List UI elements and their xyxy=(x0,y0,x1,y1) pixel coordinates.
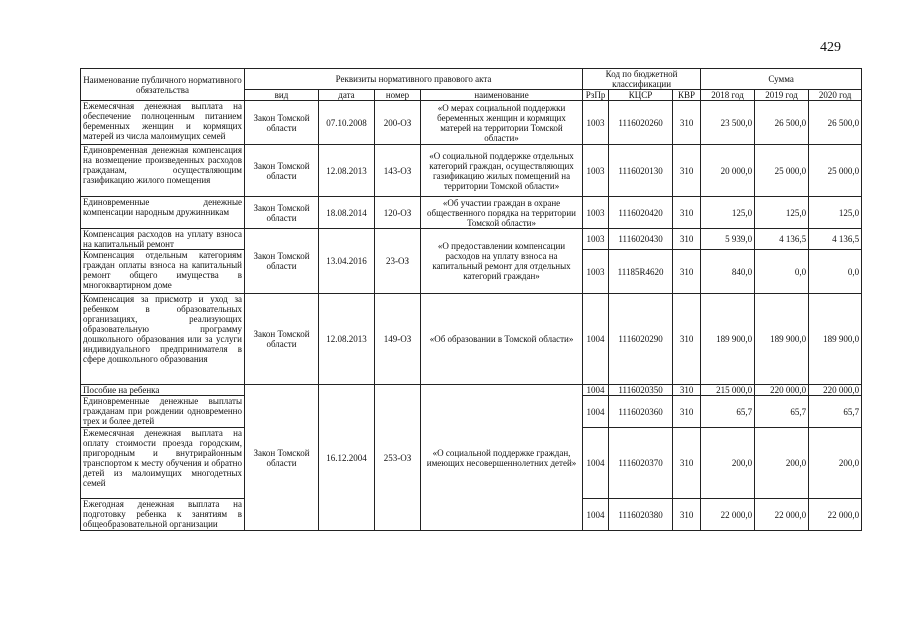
sum-2019: 125,0 xyxy=(755,197,809,229)
kcsr-code: 1116020360 xyxy=(609,396,673,428)
subheader-kcsr: КЦСР xyxy=(609,90,673,101)
act-title: «Об образовании в Томской области» xyxy=(421,294,583,385)
header-sum: Сумма xyxy=(701,69,862,90)
act-date: 13.04.2016 xyxy=(319,229,375,294)
kcsr-code: 1116020350 xyxy=(609,385,673,396)
kvr-code: 310 xyxy=(673,250,701,294)
sum-2020: 220 000,0 xyxy=(809,385,862,396)
sum-2018: 215 000,0 xyxy=(701,385,755,396)
kvr-code: 310 xyxy=(673,197,701,229)
obligation-name: Ежемесячная денежная выплата на обеспечение полноценным питанием беременных женщин и кормящих матерей из числа малоимущих семей xyxy=(81,101,245,145)
obligation-name: Компенсация расходов на уплату взноса на капитальный ремонт xyxy=(81,229,245,250)
header-code: Код по бюджетной классификации xyxy=(583,69,701,90)
sum-2019: 4 136,5 xyxy=(755,229,809,250)
sum-2020: 0,0 xyxy=(809,250,862,294)
kvr-code: 310 xyxy=(673,145,701,197)
sum-2020: 26 500,0 xyxy=(809,101,862,145)
kvr-code: 310 xyxy=(673,229,701,250)
header-name: Наименование публичного нормативного обязательства xyxy=(81,69,245,101)
sum-2018: 5 939,0 xyxy=(701,229,755,250)
subheader-2018: 2018 год xyxy=(701,90,755,101)
rzpr-code: 1004 xyxy=(583,294,609,385)
rzpr-code: 1004 xyxy=(583,499,609,531)
subheader-title: наименование xyxy=(421,90,583,101)
act-date: 16.12.2004 xyxy=(319,385,375,531)
sum-2018: 20 000,0 xyxy=(701,145,755,197)
sum-2019: 25 000,0 xyxy=(755,145,809,197)
obligations-table xyxy=(80,68,862,531)
sum-2019: 200,0 xyxy=(755,428,809,499)
act-number: 253-ОЗ xyxy=(375,385,421,531)
rzpr-code: 1004 xyxy=(583,396,609,428)
sum-2019: 220 000,0 xyxy=(755,385,809,396)
obligation-name: Ежемесячная денежная выплата на оплату стоимости проезда городским, пригородным и внутрирайонным транспортом к месту обучения и обратно детей из малоимущих многодетных семей xyxy=(81,428,245,499)
subheader-date: дата xyxy=(319,90,375,101)
kcsr-code: 1116020260 xyxy=(609,101,673,145)
act-type: Закон Томской области xyxy=(245,145,319,197)
act-number: 120-ОЗ xyxy=(375,197,421,229)
subheader-kvr: КВР xyxy=(673,90,701,101)
sum-2020: 200,0 xyxy=(809,428,862,499)
sum-2020: 4 136,5 xyxy=(809,229,862,250)
sum-2018: 22 000,0 xyxy=(701,499,755,531)
act-number: 200-ОЗ xyxy=(375,101,421,145)
act-title: «О мерах социальной поддержки беременных женщин и кормящих матерей на территории Томской области» xyxy=(421,101,583,145)
table-row xyxy=(81,145,862,197)
rzpr-code: 1003 xyxy=(583,145,609,197)
sum-2018: 125,0 xyxy=(701,197,755,229)
obligation-name: Пособие на ребенка xyxy=(81,385,245,396)
sum-2018: 23 500,0 xyxy=(701,101,755,145)
rzpr-code: 1003 xyxy=(583,229,609,250)
act-type: Закон Томской области xyxy=(245,229,319,294)
act-date: 18.08.2014 xyxy=(319,197,375,229)
subheader-number: номер xyxy=(375,90,421,101)
sum-2020: 25 000,0 xyxy=(809,145,862,197)
act-title: «О социальной поддержке отдельных категорий граждан, осуществляющих газификацию жилых помещений на территории Томской области» xyxy=(421,145,583,197)
act-date: 07.10.2008 xyxy=(319,101,375,145)
sum-2018: 840,0 xyxy=(701,250,755,294)
kcsr-code: 1116020430 xyxy=(609,229,673,250)
subheader-rzpr: РзПр xyxy=(583,90,609,101)
kcsr-code: 1116020370 xyxy=(609,428,673,499)
obligation-name: Единовременные денежные компенсации народным дружинникам xyxy=(81,197,245,229)
subheader-2020: 2020 год xyxy=(809,90,862,101)
rzpr-code: 1003 xyxy=(583,197,609,229)
sum-2019: 26 500,0 xyxy=(755,101,809,145)
act-title: «О социальной поддержке граждан, имеющих несовершеннолетних детей» xyxy=(421,385,583,531)
kvr-code: 310 xyxy=(673,294,701,385)
kvr-code: 310 xyxy=(673,499,701,531)
sum-2018: 200,0 xyxy=(701,428,755,499)
kcsr-code: 1116020420 xyxy=(609,197,673,229)
act-type: Закон Томской области xyxy=(245,385,319,531)
sum-2018: 189 900,0 xyxy=(701,294,755,385)
obligation-name: Единовременная денежная компенсация на возмещение произведенных расходов гражданам, осуществляющим газификацию жилого помещения xyxy=(81,145,245,197)
act-date: 12.08.2013 xyxy=(319,294,375,385)
act-number: 143-ОЗ xyxy=(375,145,421,197)
table-row xyxy=(81,385,862,396)
header-act: Реквизиты нормативного правового акта xyxy=(245,69,583,90)
obligation-name: Компенсация отдельным категориям граждан оплаты взноса на капитальный ремонт общего имущества в многоквартирном доме xyxy=(81,250,245,294)
rzpr-code: 1004 xyxy=(583,385,609,396)
obligation-name: Компенсация за присмотр и уход за ребенком в образовательных организациях, реализующих образовательную программу дошкольного образования или за услуги индивидуального предпринимателя в сфере дошкольного образования xyxy=(81,294,245,385)
kcsr-code: 1116020380 xyxy=(609,499,673,531)
subheader-vid: вид xyxy=(245,90,319,101)
obligation-name: Единовременные денежные выплаты гражданам при рождении одновременно трех и более детей xyxy=(81,396,245,428)
act-date: 12.08.2013 xyxy=(319,145,375,197)
kcsr-code: 1116020290 xyxy=(609,294,673,385)
table-row xyxy=(81,101,862,145)
act-title: «Об участии граждан в охране общественного порядка на территории Томской области» xyxy=(421,197,583,229)
page-number: 429 xyxy=(820,40,841,55)
rzpr-code: 1003 xyxy=(583,101,609,145)
table-row xyxy=(81,229,862,250)
kcsr-code: 11185R4620 xyxy=(609,250,673,294)
act-title: «О предоставлении компенсации расходов на уплату взноса на капитальный ремонт для отдельных категорий граждан» xyxy=(421,229,583,294)
act-type: Закон Томской области xyxy=(245,294,319,385)
sum-2019: 0,0 xyxy=(755,250,809,294)
kvr-code: 310 xyxy=(673,428,701,499)
sum-2020: 189 900,0 xyxy=(809,294,862,385)
subheader-2019: 2019 год xyxy=(755,90,809,101)
rzpr-code: 1004 xyxy=(583,428,609,499)
sum-2018: 65,7 xyxy=(701,396,755,428)
kcsr-code: 1116020130 xyxy=(609,145,673,197)
sum-2019: 65,7 xyxy=(755,396,809,428)
sum-2019: 189 900,0 xyxy=(755,294,809,385)
obligation-name: Ежегодная денежная выплата на подготовку ребенка к занятиям в общеобразовательной организации xyxy=(81,499,245,531)
table-row xyxy=(81,294,862,385)
kvr-code: 310 xyxy=(673,101,701,145)
table-row xyxy=(81,197,862,229)
act-number: 149-ОЗ xyxy=(375,294,421,385)
rzpr-code: 1003 xyxy=(583,250,609,294)
kvr-code: 310 xyxy=(673,396,701,428)
sum-2020: 125,0 xyxy=(809,197,862,229)
sum-2019: 22 000,0 xyxy=(755,499,809,531)
kvr-code: 310 xyxy=(673,385,701,396)
act-number: 23-ОЗ xyxy=(375,229,421,294)
sum-2020: 65,7 xyxy=(809,396,862,428)
sum-2020: 22 000,0 xyxy=(809,499,862,531)
act-type: Закон Томской области xyxy=(245,197,319,229)
act-type: Закон Томской области xyxy=(245,101,319,145)
